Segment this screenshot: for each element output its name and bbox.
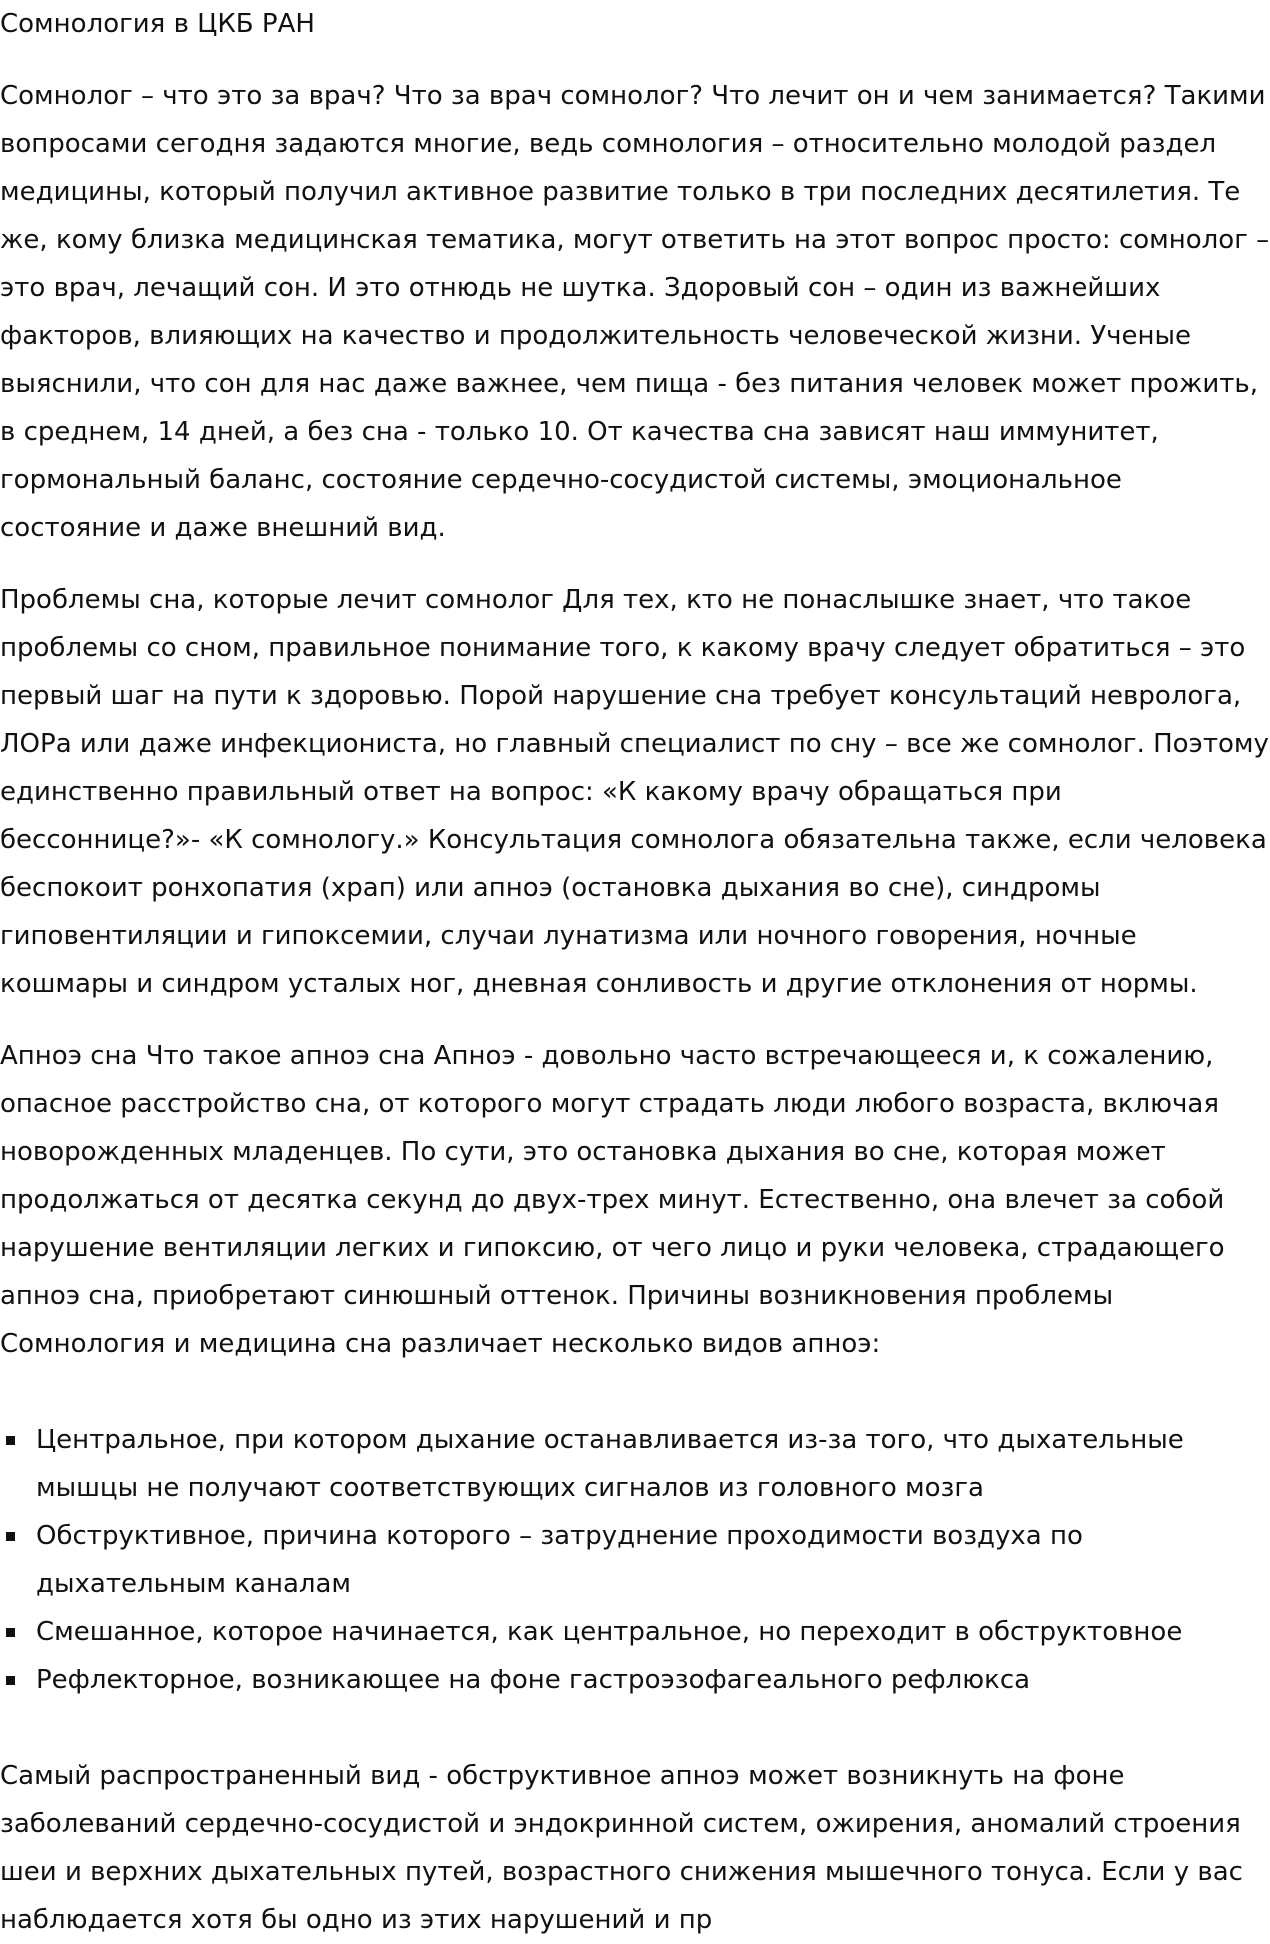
apnea-paragraph: Апноэ сна Что такое апноэ сна Апноэ - довольно часто встречающееся и, к сожалению, опасное расстройство сна, от которого могут страдать люди любого возраста, включая новорожденных младенцев. По сути, это остановка дыхания во сне, которая может продолжаться от десятка секунд до двух-трех минут. Естественно, она влечет за собой нарушение вентиляции легких и гипоксию, от чего лицо и руки человека, страдающего апноэ сна, приобретают синюшный оттенок. Причины возникновения проблемы Сомнология и медицина сна различает несколько видов апноэ:	[0, 1041, 1225, 1359]
apnea-types-list	[0, 1416, 1270, 1704]
list-item: Центральное, при котором дыхание останавливается из-за того, что дыхательные мышцы не получают соответствующих сигналов из головного мозга	[0, 1416, 1270, 1512]
list-item: Рефлекторное, возникающее на фоне гастроэзофагеального рефлюкса	[0, 1656, 1270, 1704]
intro-paragraph: Сомнолог – что это за врач? Что за врач сомнолог? Что лечит он и чем занимается? Такими вопросами сегодня задаются многие, ведь сомнология – относительно молодой раздел медицины, который получил активное развитие только в три последних десятилетия. Те же, кому близка медицинская тематика, могут ответить на этот вопрос просто: сомнолог – это врач, лечащий сон. И это отнюдь не шутка. Здоровый сон – один из важнейших факторов, влияющих на качество и продолжительность человеческой жизни. Ученые выяснили, что сон для нас даже важнее, чем пища - без питания человек может прожить, в среднем, 14 дней, а без сна - только 10. От качества сна зависят наш иммунитет, гормональный баланс, состояние сердечно-сосудистой системы, эмоциональное состояние и даже внешний вид.	[0, 81, 1270, 543]
closing-paragraph: Самый распространенный вид - обструктивное апноэ может возникнуть на фоне заболеваний сердечно-сосудистой и эндокринной систем, ожирения, аномалий строения шеи и верхних дыхательных путей, возрастного снижения мышечного тонуса. Если у вас наблюдается хотя бы одно из этих нарушений и пр	[0, 1761, 1243, 1935]
list-item: Смешанное, которое начинается, как центральное, но переходит в обструктовное	[0, 1608, 1270, 1656]
sleep-problems-paragraph: Проблемы сна, которые лечит сомнолог Для тех, кто не понаслышке знает, что такое проблемы со сном, правильное понимание того, к какому врачу следует обратиться – это первый шаг на пути к здоровью. Порой нарушение сна требует консультаций невролога, ЛОРа или даже инфекциониста, но главный специалист по сну – все же сомнолог. Поэтому единственно правильный ответ на вопрос: «К какому врачу обращаться при бессоннице?»- «К сомнологу.» Консультация сомнолога обязательна также, если человека беспокоит ронхопатия (храп) или апноэ (остановка дыхания во сне), синдромы гиповентиляции и гипоксемии, случаи лунатизма или ночного говорения, ночные кошмары и синдром усталых ног, дневная сонливость и другие отклонения от нормы.	[0, 585, 1269, 999]
list-item: Обструктивное, причина которого – затруднение проходимости воздуха по дыхательным каналам	[0, 1512, 1270, 1608]
page-title: Сомнология в ЦКБ РАН	[0, 9, 315, 39]
